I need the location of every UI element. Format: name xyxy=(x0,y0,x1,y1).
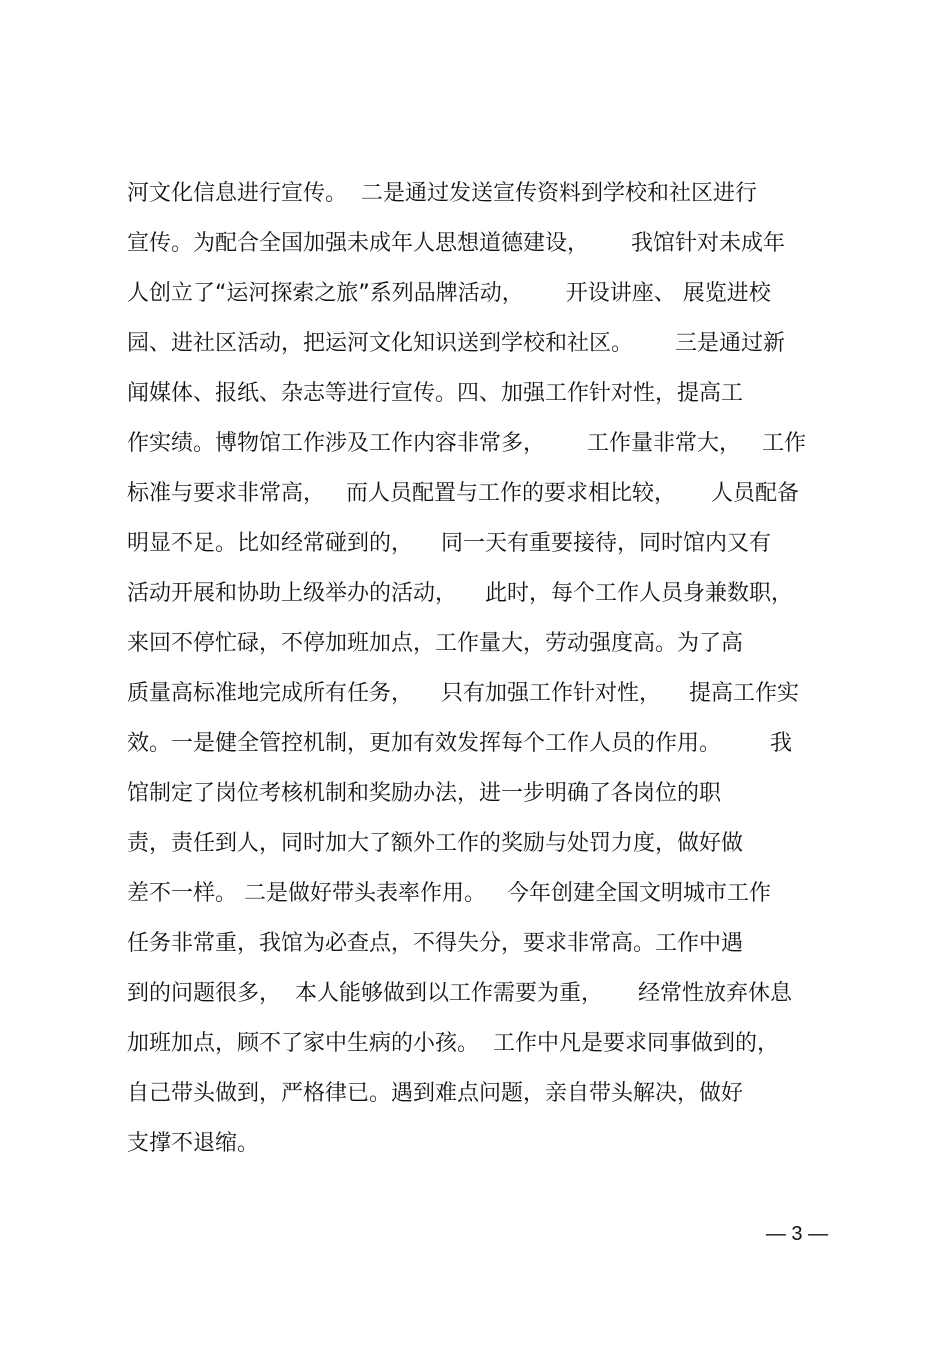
text-line: 作实绩。博物馆工作涉及工作内容非常多， 工作量非常大， 工作 xyxy=(127,431,806,456)
text-line: 明显不足。比如经常碰到的， 同一天有重要接待，同时馆内又有 xyxy=(127,531,771,556)
text-line: 宣传。为配合全国加强未成年人思想道德建设， 我馆针对未成年 xyxy=(127,231,785,256)
text-line: 加班加点，顾不了家中生病的小孩。 工作中凡是要求同事做到的， xyxy=(127,1031,779,1056)
text-line: 园、进社区活动，把运河文化知识送到学校和社区。 三是通过新 xyxy=(127,331,785,356)
text-line: 来回不停忙碌，不停加班加点，工作量大，劳动强度高。为了高 xyxy=(127,631,744,656)
body-text xyxy=(127,175,847,1175)
text-line: 到的问题很多， 本人能够做到以工作需要为重， 经常性放弃休息 xyxy=(127,981,792,1006)
text-line: 标准与要求非常高， 而人员配置与工作的要求相比较， 人员配备 xyxy=(127,481,799,506)
text-line: 馆制定了岗位考核机制和奖励办法，进一步明确了各岗位的职 xyxy=(127,781,722,806)
text-line: 效。一是健全管控机制，更加有效发挥每个工作人员的作用。 我 xyxy=(127,731,792,756)
text-line: 差不一样。 二是做好带头表率作用。 今年创建全国文明城市工作 xyxy=(127,881,771,906)
text-line: 责，责任到人，同时加大了额外工作的奖励与处罚力度，做好做 xyxy=(127,831,744,856)
text-line: 闻媒体、报纸、杂志等进行宣传。四、加强工作针对性，提高工 xyxy=(127,381,744,406)
text-line: 质量高标准地完成所有任务， 只有加强工作针对性， 提高工作实 xyxy=(127,681,799,706)
text-line: 任务非常重，我馆为必查点，不得失分，要求非常高。工作中遇 xyxy=(127,931,744,956)
text-line: 河文化信息进行宣传。 二是通过发送宣传资料到学校和社区进行 xyxy=(127,181,757,206)
text-line: 自己带头做到，严格律已。遇到难点问题，亲自带头解决，做好 xyxy=(127,1081,744,1106)
text-line: 人创立了“运河探索之旅”系列品牌活动， 开设讲座、 展览进校 xyxy=(127,281,771,306)
text-line: 支撑不退缩。 xyxy=(127,1131,260,1156)
text-line: 活动开展和协助上级举办的活动， 此时，每个工作人员身兼数职， xyxy=(127,581,793,606)
page-number: — 3 — xyxy=(765,1223,829,1245)
